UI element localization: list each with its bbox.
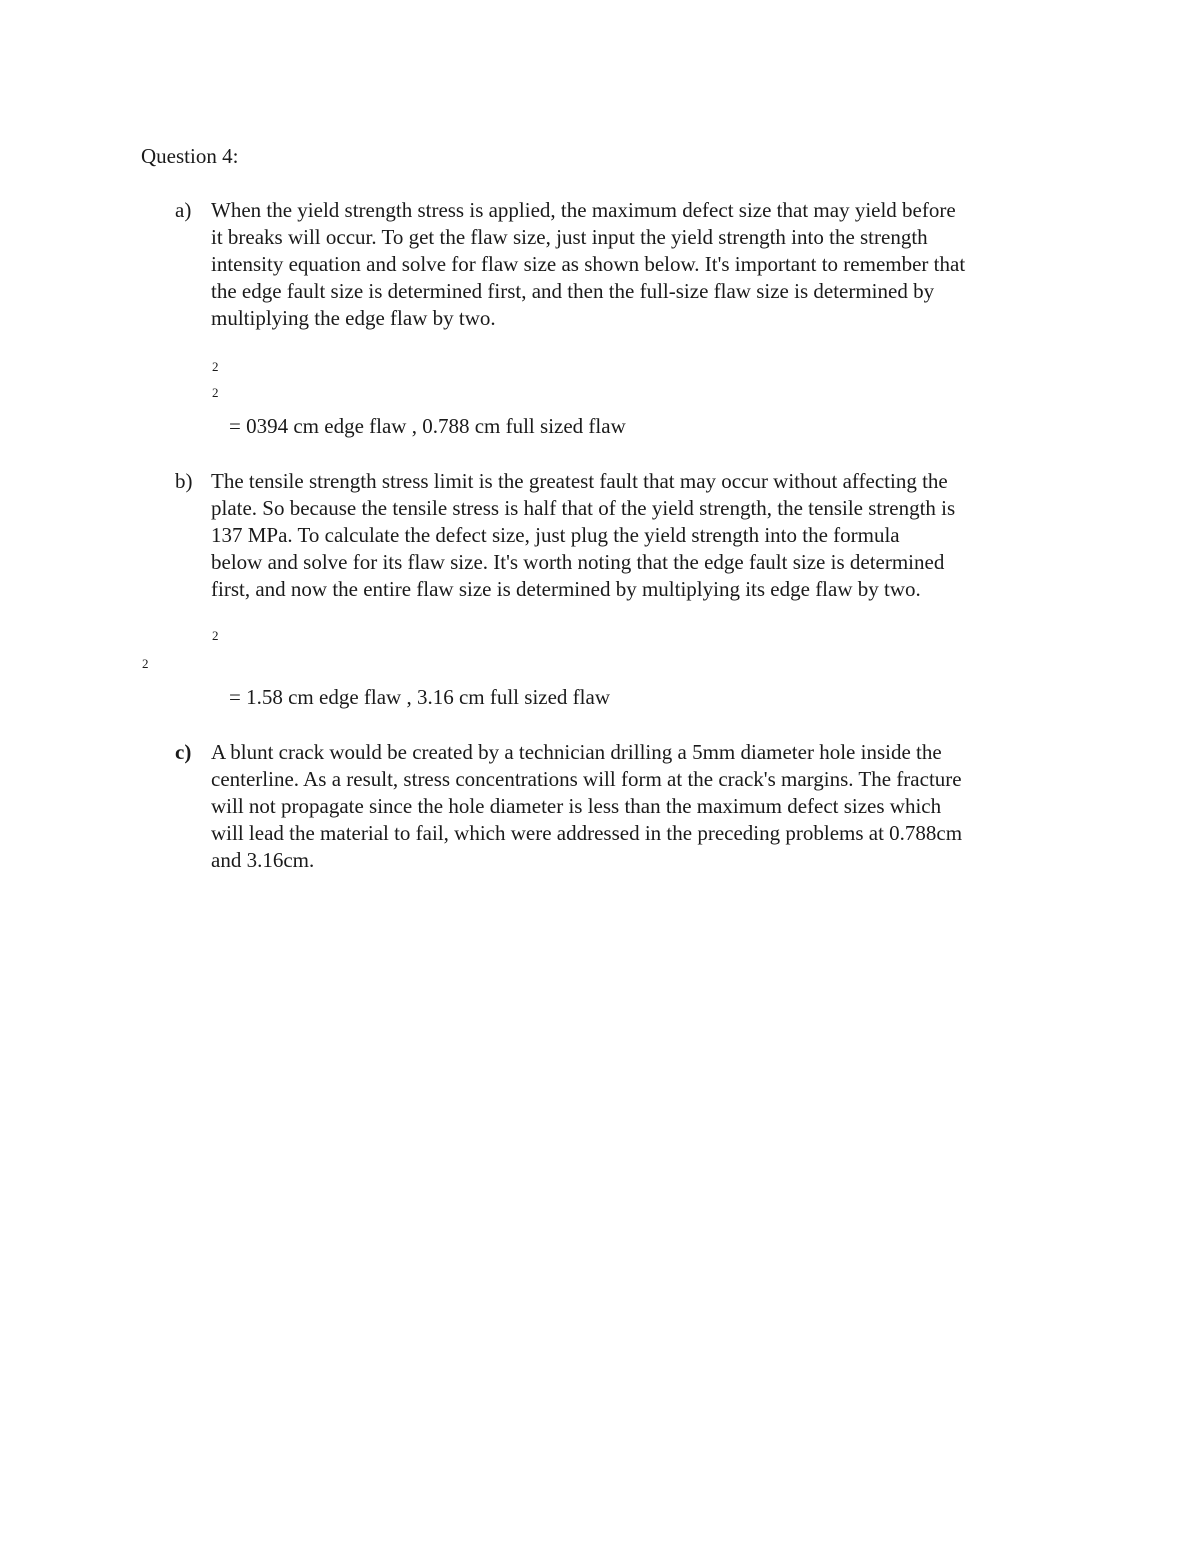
question-title: Question 4: — [141, 144, 239, 168]
part-a-exponent-1: 2 — [212, 359, 219, 374]
part-c-label: c) — [175, 740, 192, 764]
part-a-exponent-2: 2 — [212, 385, 219, 400]
part-b-exponent-1: 2 — [212, 628, 219, 643]
part-b-label: b) — [175, 469, 193, 493]
part-b-exponent-2: 2 — [142, 656, 149, 671]
part-a-text: When the yield strength stress is applied, the maximum defect size that may yield before it breaks will occur. To get the flaw size, just input the yield strength into the strength intensity equation and solve for flaw size as shown below. It's important to remember that the edge fault size is determined first, and then the full-size flaw size is determined by multiplying the edge flaw by two. — [211, 198, 966, 330]
part-a-result: = 0394 cm edge flaw , 0.788 cm full sized flaw — [229, 414, 626, 438]
part-b-text: The tensile strength stress limit is the greatest fault that may occur without affecting the plate. So because the tensile stress is half that of the yield strength, the tensile strength is 137 MPa. To calculate the defect size, just plug the yield strength into the formula below and solve for its flaw size. It's worth noting that the edge fault size is determined first, and now the entire flaw size is determined by multiplying its edge flaw by two. — [211, 469, 956, 601]
part-a-label: a) — [175, 198, 192, 222]
part-c-text: A blunt crack would be created by a technician drilling a 5mm diameter hole inside the centerline. As a result, stress concentrations will form at the crack's margins. The fracture will not propagate since the hole diameter is less than the maximum defect sizes which will lead the material to fail, which were addressed in the preceding problems at 0.788cm and 3.16cm. — [211, 740, 963, 872]
part-b-result: = 1.58 cm edge flaw , 3.16 cm full sized flaw — [229, 685, 610, 709]
